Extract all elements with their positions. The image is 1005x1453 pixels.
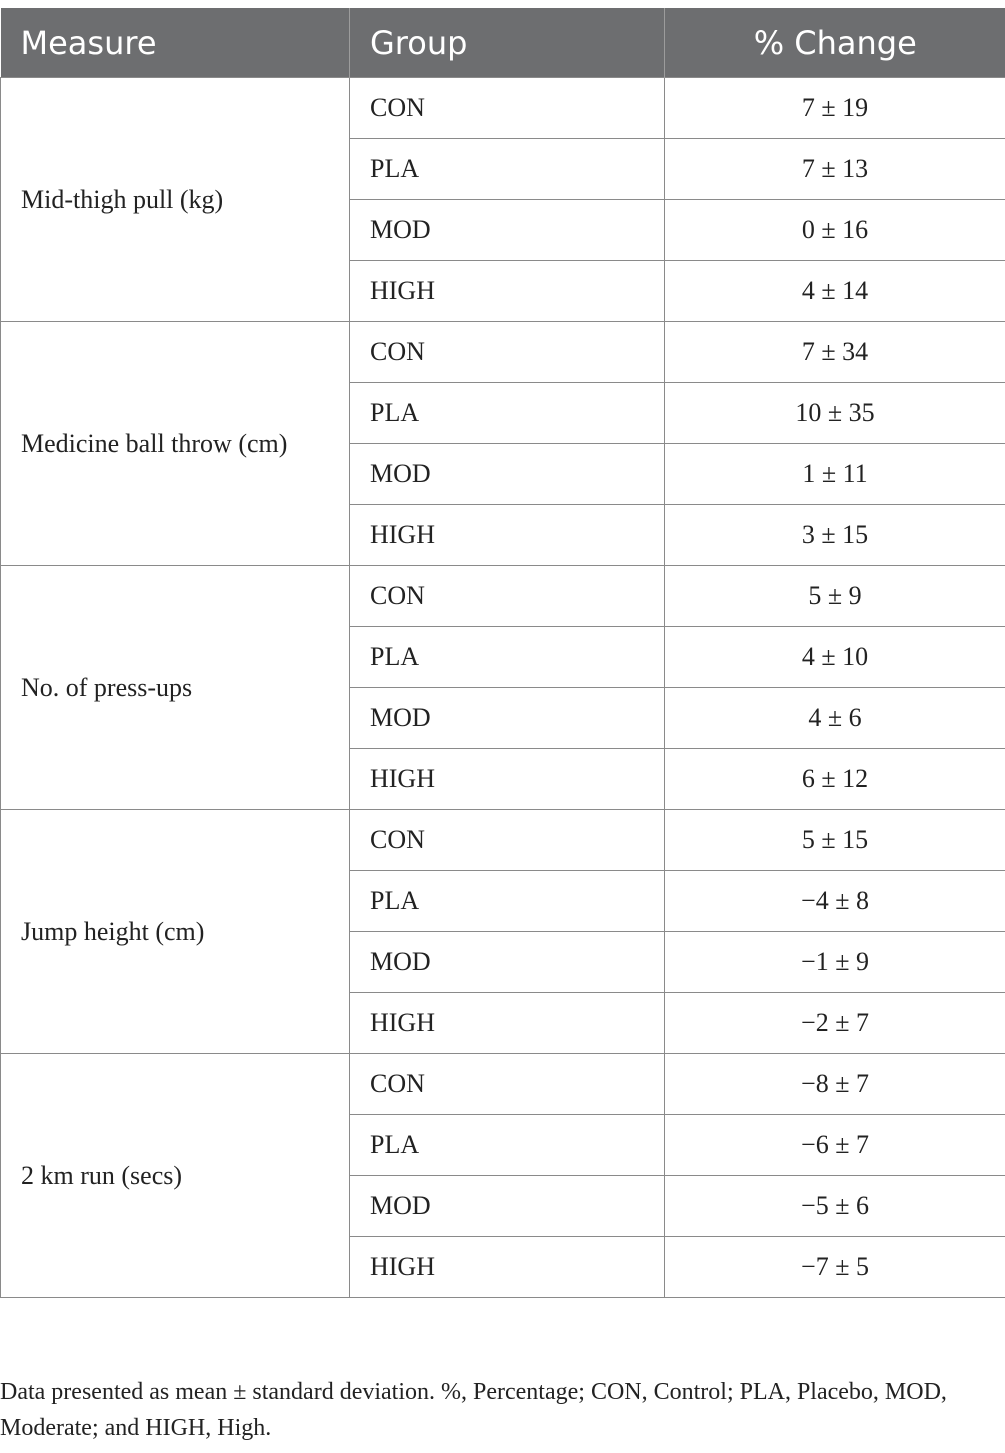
change-cell: −7 ± 5 <box>665 1237 1005 1298</box>
group-cell: PLA <box>350 627 665 688</box>
change-cell: 0 ± 16 <box>665 200 1005 261</box>
group-cell: MOD <box>350 688 665 749</box>
change-cell: 7 ± 13 <box>665 139 1005 200</box>
table-row <box>1 322 1005 383</box>
group-cell: HIGH <box>350 505 665 566</box>
measure-label: 2 km run (secs) <box>1 1054 350 1298</box>
group-cell: CON <box>350 566 665 627</box>
group-cell: CON <box>350 78 665 139</box>
group-cell: CON <box>350 810 665 871</box>
group-cell: MOD <box>350 932 665 993</box>
group-cell: CON <box>350 322 665 383</box>
results-table <box>0 8 1005 1298</box>
change-cell: 4 ± 10 <box>665 627 1005 688</box>
change-cell: −4 ± 8 <box>665 871 1005 932</box>
change-cell: −1 ± 9 <box>665 932 1005 993</box>
change-cell: −6 ± 7 <box>665 1115 1005 1176</box>
table-body <box>1 78 1005 1298</box>
group-cell: MOD <box>350 200 665 261</box>
header-group: Group <box>350 8 665 78</box>
group-cell: PLA <box>350 871 665 932</box>
change-cell: 4 ± 14 <box>665 261 1005 322</box>
group-cell: CON <box>350 1054 665 1115</box>
group-cell: HIGH <box>350 993 665 1054</box>
change-cell: 6 ± 12 <box>665 749 1005 810</box>
change-cell: 3 ± 15 <box>665 505 1005 566</box>
change-cell: 4 ± 6 <box>665 688 1005 749</box>
group-cell: PLA <box>350 383 665 444</box>
group-cell: HIGH <box>350 749 665 810</box>
change-cell: −8 ± 7 <box>665 1054 1005 1115</box>
measure-label: Medicine ball throw (cm) <box>1 322 350 566</box>
measure-label: Jump height (cm) <box>1 810 350 1054</box>
group-cell: PLA <box>350 139 665 200</box>
group-cell: HIGH <box>350 1237 665 1298</box>
table-row <box>1 566 1005 627</box>
change-cell: 7 ± 19 <box>665 78 1005 139</box>
table-row <box>1 810 1005 871</box>
table-row <box>1 78 1005 139</box>
change-cell: −2 ± 7 <box>665 993 1005 1054</box>
change-cell: 1 ± 11 <box>665 444 1005 505</box>
group-cell: MOD <box>350 444 665 505</box>
change-cell: 5 ± 15 <box>665 810 1005 871</box>
change-cell: 5 ± 9 <box>665 566 1005 627</box>
header-row <box>1 8 1005 78</box>
group-cell: HIGH <box>350 261 665 322</box>
change-cell: 10 ± 35 <box>665 383 1005 444</box>
measure-label: Mid-thigh pull (kg) <box>1 78 350 322</box>
header-measure: Measure <box>1 8 350 78</box>
table-row <box>1 1054 1005 1115</box>
header-change: % Change <box>665 8 1005 78</box>
measure-label: No. of press-ups <box>1 566 350 810</box>
group-cell: MOD <box>350 1176 665 1237</box>
change-cell: −5 ± 6 <box>665 1176 1005 1237</box>
group-cell: PLA <box>350 1115 665 1176</box>
change-cell: 7 ± 34 <box>665 322 1005 383</box>
table-footnote: Data presented as mean ± standard deviation. %, Percentage; CON, Control; PLA, Placebo, MOD, Moderate; and HIGH, High. <box>0 1379 947 1441</box>
